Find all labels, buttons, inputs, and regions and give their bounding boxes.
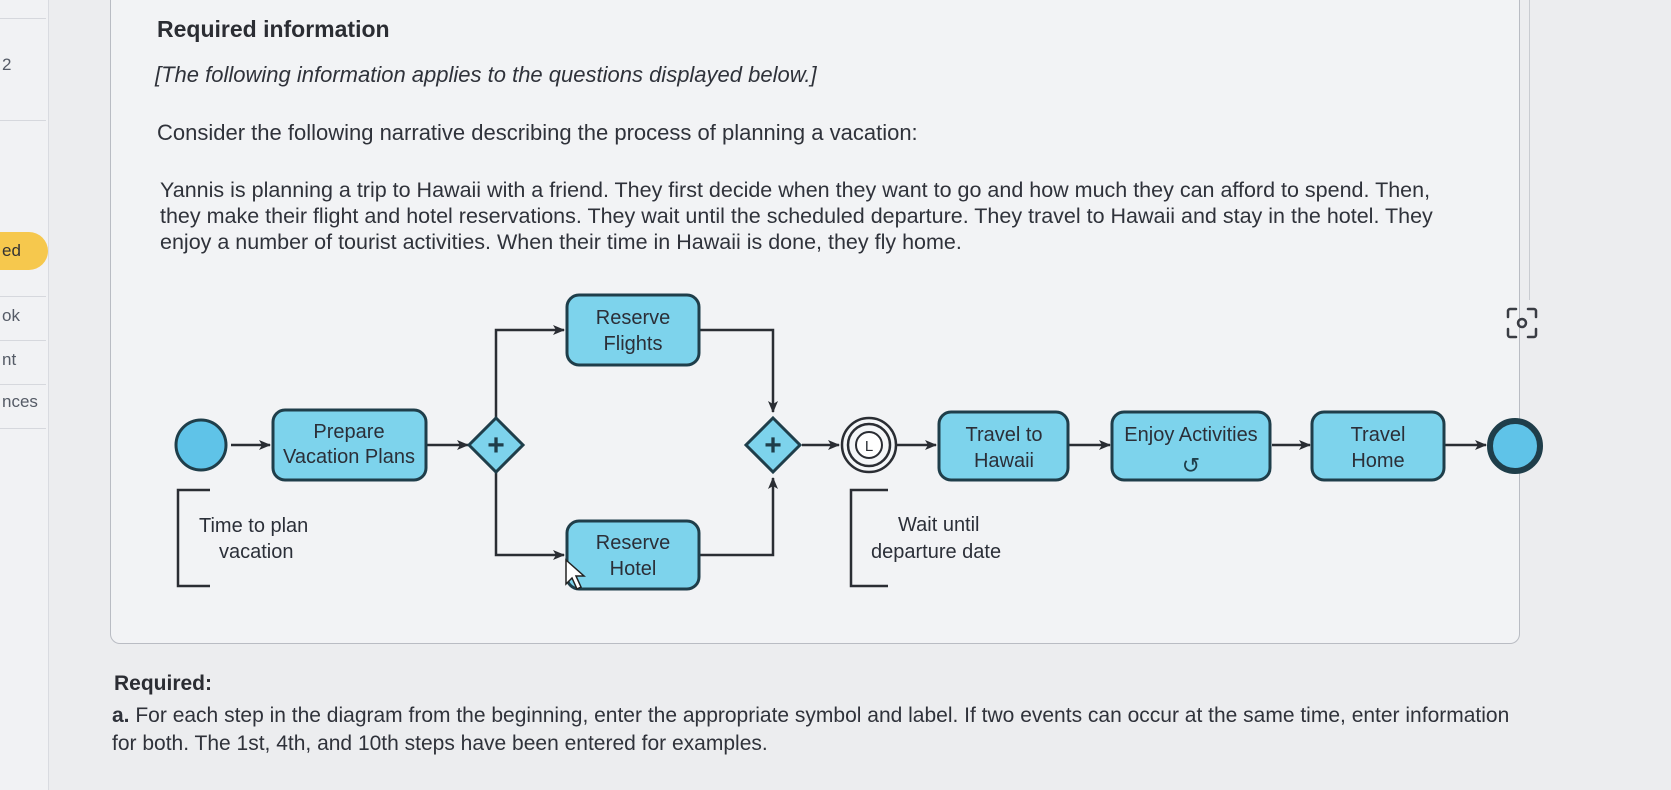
sequence-flow [699, 478, 773, 555]
part-text: For each step in the diagram from the beginning, enter the appropriate symbol and label. If two events can occur at the same time, enter information for both. The 1st, 4th, and 10th steps have been entered for examples. [112, 704, 1510, 755]
parallel-gateway-join [746, 418, 800, 472]
task-reserve-flights [567, 295, 699, 365]
question-note: [The following information applies to the questions displayed below.] [155, 62, 817, 87]
annotation-time-to-plan [178, 490, 308, 586]
loop-icon: ↺ [1181, 453, 1201, 478]
sequence-flow [496, 330, 564, 418]
sidebar-item-references[interactable]: nces [2, 392, 38, 411]
annotation-text: departure date [871, 541, 1002, 563]
page-title: Required information [157, 16, 390, 42]
task-label: Travel [1350, 424, 1406, 446]
task-label: Prepare [313, 421, 385, 443]
end-event [1490, 421, 1540, 471]
narrative-text: Yannis is planning a trip to Hawaii with a friend. They first decide when they want to go and how much they can afford to spend. Then, they make their flight and hotel reservations. They wait until the scheduled departure. They travel to Hawaii and stay in the hotel. They enjoy a number of tourist activities. When their time in Hawaii is done, they fly home. [160, 178, 1433, 254]
annotation-text: Time to plan [199, 515, 309, 537]
task-label: Vacation Plans [283, 446, 415, 468]
task-travel-home [1312, 412, 1444, 480]
part-label: a. [112, 704, 130, 727]
gateway-plus-icon: + [487, 429, 505, 462]
task-label: Flights [603, 333, 663, 355]
sequence-flow [496, 472, 564, 555]
gateway-plus-icon: + [764, 429, 782, 462]
task-label: Reserve [595, 307, 671, 329]
parallel-gateway-split [469, 418, 523, 472]
sidebar-item-print[interactable]: nt [2, 350, 17, 369]
start-event [176, 420, 226, 470]
task-reserve-hotel [567, 521, 699, 589]
focus-zoom-icon[interactable] [1505, 306, 1539, 340]
task-enjoy-activities [1112, 412, 1270, 480]
sequence-flow [699, 330, 773, 412]
annotation-text: vacation [219, 541, 294, 563]
required-part-a [112, 702, 1512, 758]
clock-icon: L [864, 438, 874, 455]
sidebar-status-badge[interactable]: ed [0, 232, 48, 270]
task-label: Hotel [609, 558, 657, 580]
task-travel-to-hawaii [939, 412, 1068, 480]
annotation-wait-until-departure [851, 490, 1001, 586]
annotation-text: Wait until [898, 514, 980, 536]
required-heading: Required: [114, 672, 213, 695]
sidebar-item-ebook[interactable]: ok [2, 306, 20, 325]
task-label: Enjoy Activities [1124, 424, 1258, 446]
task-label: Travel to [965, 424, 1043, 446]
task-label: Reserve [595, 532, 671, 554]
timer-intermediate-event [842, 418, 896, 472]
task-label: Home [1351, 450, 1405, 472]
task-prepare-vacation-plans [273, 410, 426, 480]
task-label: Hawaii [973, 450, 1035, 472]
sidebar-item-number[interactable]: 2 [2, 55, 12, 74]
question-intro: Consider the following narrative describing the process of planning a vacation: [157, 120, 918, 145]
